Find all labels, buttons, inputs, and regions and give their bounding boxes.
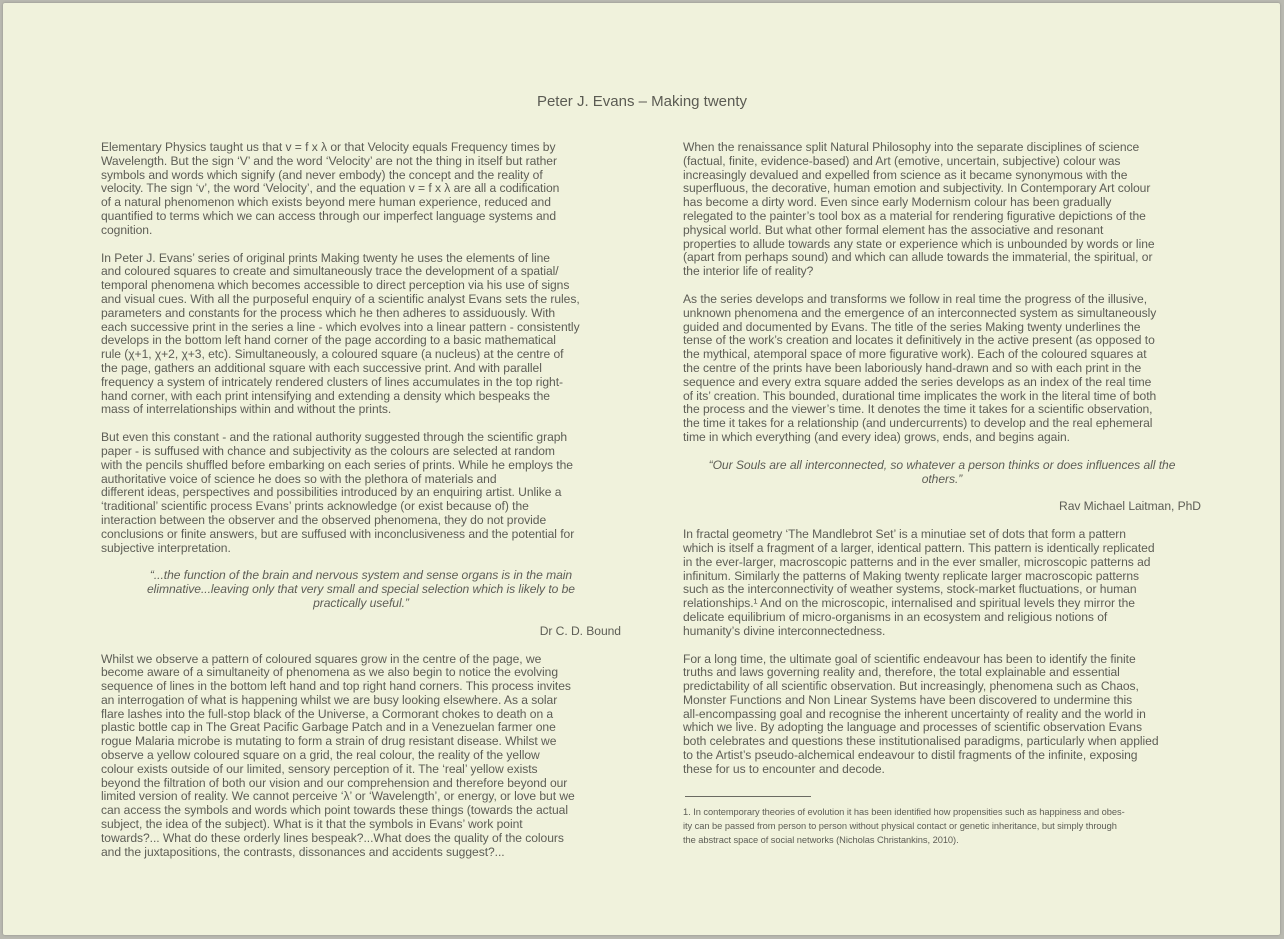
text-line: can access the symbols and words which point towards these things (towards the actual: [101, 803, 568, 818]
text-line: In fractal geometry ‘The Mandlebrot Set’ is a minutiae set of dots that form a pattern: [683, 527, 1126, 542]
text-line: observe a yellow coloured square on a grid, the real colour, the reality of the yellow: [101, 748, 540, 763]
text-line: the centre of the prints have been laboriously hand-drawn and so with each print in the: [683, 360, 1142, 375]
text-line: the interior life of reality?: [683, 264, 814, 279]
text-line: rule (χ+1, χ+2, χ+3, etc). Simultaneously, a coloured square (a nucleus) at the centre of: [101, 347, 564, 362]
text-line: and coloured squares to create and simultaneously trace the development of a spatial/: [101, 264, 559, 279]
text-line: Monster Functions and Non Linear Systems have been discovered to undermine this: [683, 692, 1133, 707]
paragraph-making-twenty: [101, 252, 621, 418]
text-line: such as the interconnectivity of weather systems, stock-market fluctuations, or human: [683, 582, 1137, 597]
text-line: each successive print in the series a line - which evolves into a linear pattern - consistently: [101, 319, 580, 334]
text-line: predictability of all scientific observation. But increasingly, phenomena such as Chaos,: [683, 679, 1139, 694]
text-line: subjective interpretation.: [101, 540, 231, 555]
text-line: ity can be passed from person to person without physical contact or genetic inheritance, but simply through: [683, 820, 1117, 831]
text-line: symbols and words which signify (and never embody) the concept and the reality of: [101, 167, 543, 182]
text-line: the abstract space of social networks (Nicholas Christankins, 2010).: [683, 834, 959, 845]
text-line: cognition.: [101, 222, 153, 237]
footnote: [683, 805, 1201, 847]
paragraph-scientific-goal: [683, 653, 1201, 777]
text-line: Elementary Physics taught us that v = f x λ or that Velocity equals Frequency times by: [101, 140, 556, 154]
text-line: In Peter J. Evans’ series of original prints Making twenty he uses the elements of line: [101, 250, 550, 265]
text-line: increasingly devalued and expelled from science as it became synonymous with the: [683, 167, 1128, 182]
text-line: delicate equilibrium of micro-organisms in an ecosystem and religious notions of: [683, 609, 1108, 624]
text-line: in the ever-larger, macroscopic patterns and in the ever smaller, microscopic patterns ad: [683, 554, 1151, 569]
text-line: relegated to the painter’s tool box as a material for rendering figurative depictions of the: [683, 208, 1146, 223]
text-line: an interrogation of what is happening whilst we are busy looking elsewhere. As a solar: [101, 692, 558, 707]
text-line: frequency a system of intricately rendered clusters of lines accumulates in the top right-: [101, 374, 564, 389]
text-line: 1. In contemporary theories of evolution it has been identified how propensities such as happiness and obes-: [683, 806, 1125, 817]
text-line: humanity’s divine interconnectedness.: [683, 623, 886, 638]
text-line: tense of the work’s creation and locates it definitively in the active present (as opposed to: [683, 333, 1155, 348]
text-line: become aware of a simultaneity of phenomena as we also begin to notice the evolving: [101, 665, 559, 680]
text-line: subject, the idea of the subject). What is it that the symbols in Evans’ work point: [101, 817, 523, 832]
text-line: has become a dirty word. Even since early Modernism colour has been gradually: [683, 195, 1112, 210]
text-line: colour exists outside of our limited, sensory perception of it. The ‘real’ yellow exists: [101, 761, 538, 776]
text-line: ‘traditional’ scientific process Evans’ prints acknowledge (or exist because of) the: [101, 499, 529, 514]
text-line: parameters and constants for the process which he then adheres to assiduously. With: [101, 305, 556, 320]
text-line: When the renaissance split Natural Philosophy into the separate disciplines of science: [683, 140, 1140, 154]
text-line: these for us to encounter and decode.: [683, 761, 885, 776]
text-line: properties to allude towards any state or experience which is unbounded by words or line: [683, 236, 1155, 251]
text-line: with the pencils shuffled before embarking on each series of prints. While he employs the: [101, 457, 573, 472]
paragraph-renaissance: [683, 141, 1201, 279]
text-line: different ideas, perspectives and possibilities introduced by an enquiring artist. Unlike a: [101, 485, 562, 500]
text-line: quantified to terms which we can access through our imperfect language systems and: [101, 208, 557, 223]
text-line: authoritative voice of science he does so with the plethora of materials and: [101, 471, 497, 486]
text-line: and the juxtapositions, the contrasts, dissonances and accidents suggest?...: [101, 844, 505, 859]
text-line: unknown phenomena and the emergence of an interconnected system as simultaneously: [683, 305, 1157, 320]
paragraph-physics: [101, 141, 621, 238]
text-line: interaction between the observer and the observed phenomena, they do not provide: [101, 512, 547, 527]
page-title: Peter J. Evans – Making twenty: [536, 93, 748, 110]
text-line: towards?... What do these orderly lines bespeak?...What does the quality of the colours: [101, 830, 564, 845]
text-line: guided and documented by Evans. The title of the series Making twenty underlines the: [683, 319, 1141, 334]
text-line: paper - is suffused with chance and subjectivity as the colours are selected at random: [101, 443, 555, 458]
text-line: (factual, finite, evidence-based) and Art (emotive, uncertain, subjective) colour was: [683, 153, 1121, 168]
text-line: physical world. But what other formal element has the associative and resonant: [683, 222, 1104, 237]
text-line: the page, gathers an additional square with each successive print. And with parallel: [101, 360, 542, 375]
paragraph-fractal: [683, 528, 1201, 638]
text-line: infinitum. Similarly the patterns of Making twenty replicate larger macroscopic patterns: [683, 568, 1140, 583]
paragraph-series-develops: [683, 293, 1201, 445]
text-line: “...the function of the brain and nervous system and sense organs is in the main: [149, 568, 573, 583]
text-line: practically useful.”: [313, 595, 409, 610]
quote-bound: [101, 569, 621, 610]
paragraph-simultaneity: [101, 653, 621, 860]
text-line: Whilst we observe a pattern of coloured squares grow in the centre of the page, we: [101, 651, 542, 666]
text-line: rogue Malaria microbe is mutating to form a strain of drug resistant disease. Whilst we: [101, 734, 557, 749]
text-line: For a long time, the ultimate goal of scientific endeavour has been to identify the finite: [683, 651, 1136, 666]
text-line: which we live. By adopting the language and processes of scientific observation Evans: [683, 720, 1142, 735]
text-line: all-encompassing goal and recognise the inherent uncertainty of reality and the world in: [683, 706, 1146, 721]
text-line: limited version of reality. We cannot perceive ‘λ’ or ‘Wavelength’, or energy, or love but we: [101, 789, 575, 804]
text-line: and visual cues. With all the purposeful enquiry of a scientific analyst Evans sets the rules,: [101, 291, 580, 306]
text-line: relationships.¹ And on the microscopic, internalised and spiritual levels they mirror the: [683, 596, 1135, 611]
text-line: to the Artist’s pseudo-alchemical endeavour to distil fragments of the infinite, exposing: [683, 748, 1138, 763]
text-line: time in which everything (and every idea) grows, ends, and begins again.: [683, 429, 1070, 444]
text-line: both celebrates and questions these institutionalised paradigms, particularly when applied: [683, 734, 1159, 749]
footnote-divider: [685, 796, 811, 797]
paragraph-constant: [101, 431, 621, 555]
text-line: As the series develops and transforms we follow in real time the progress of the illusive,: [683, 291, 1148, 306]
text-line: the time it takes for a relationship (and undercurrents) to develop and the real ephemeral: [683, 416, 1153, 431]
text-line: superfluous, the decorative, human emotion and subjectivity. In Contemporary Art colour: [683, 181, 1151, 196]
text-line: truths and laws governing reality and, therefore, the total explainable and essential: [683, 665, 1120, 680]
text-line: temporal phenomena which becomes accessible to direct perception via his use of signs: [101, 278, 570, 293]
text-line: others.”: [921, 471, 963, 486]
text-line: the process and the viewer’s time. It denotes the time it takes for a scientific observation,: [683, 402, 1153, 417]
text-line: beyond the filtration of both our vision and our comprehension and therefore beyond our: [101, 775, 568, 790]
text-line: plastic bottle cap in The Great Pacific Garbage Patch and in a Venezuelan farmer one: [101, 720, 556, 735]
text-line: of a natural phenomenon which exists beyond mere human experience, reduced and: [101, 195, 551, 210]
text-line: sequence and every extra square added the series develops as an index of the real time: [683, 374, 1152, 389]
text-line: develops in the bottom left hand corner of the page according to a basic mathematical: [101, 333, 556, 348]
text-line: the mythical, atemporal space of more figurative work). Each of the coloured squares at: [683, 347, 1147, 362]
text-line: elimnative...leaving only that very small and special selection which is likely to be: [147, 582, 575, 597]
text-line: flare lashes into the full-stop black of the Universe, a Cormorant chokes to death on a: [101, 706, 554, 721]
left-column: [101, 141, 621, 873]
quote-laitman: [683, 459, 1201, 487]
text-line: mass of interrelationships within and without the prints.: [101, 402, 392, 417]
text-line: of its’ creation. This bounded, durational time implicates the work in the literal time of both: [683, 388, 1157, 403]
right-column: [683, 141, 1201, 861]
text-line: Wavelength. But the sign ‘V’ and the word ‘Velocity’ are not the thing in itself but rather: [101, 153, 557, 168]
text-line: “Our Souls are all interconnected, so whatever a person thinks or does influences all the: [708, 457, 1176, 472]
text-line: But even this constant - and the rational authority suggested through the scientific graph: [101, 430, 568, 445]
text-line: which is itself a fragment of a larger, identical pattern. This pattern is identically replicated: [683, 540, 1155, 555]
text-line: velocity. The sign ‘v’, the word ‘Velocity’, and the equation v = f x λ are all a codification: [101, 181, 560, 196]
quote-attribution-laitman: Rav Michael Laitman, PhD: [1059, 499, 1201, 514]
text-line: conclusions or finite answers, but are suffused with inconclusiveness and the potential for: [101, 526, 575, 541]
text-line: (apart from perhaps sound) and which can allude towards the immaterial, the spiritual, or: [683, 250, 1153, 265]
text-line: sequence of lines in the bottom left hand and top right hand corners. This process invites: [101, 679, 571, 694]
quote-attribution-bound: Dr C. D. Bound: [539, 623, 621, 638]
text-line: hand corner, with each print intensifying and extending a density which bespeaks the: [101, 388, 550, 403]
